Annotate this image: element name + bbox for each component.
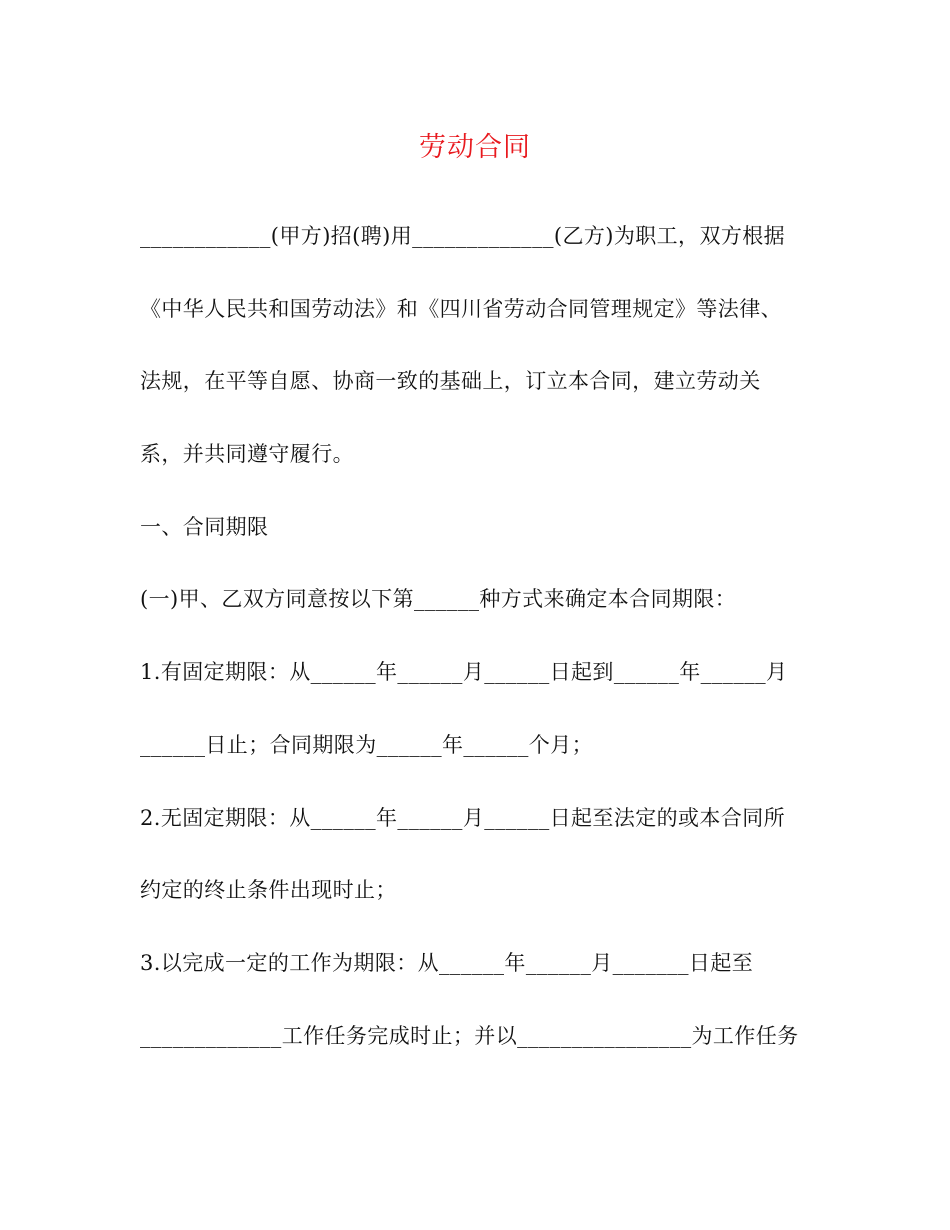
body-line-1: ____________(甲方)招(聘)用_____________(乙方)为职工，双方根据 bbox=[140, 224, 786, 248]
body-line-10: 约定的终止条件出现时止； bbox=[140, 878, 397, 903]
document-title: 劳动合同 bbox=[419, 132, 531, 163]
body-line-11: 3.以完成一定的工作为期限：从______年______月_______日起至 bbox=[140, 950, 754, 975]
body-line-3: 法规，在平等自愿、协商一致的基础上，订立本合同，建立劳动关 bbox=[140, 369, 761, 394]
body-line-7: 1.有固定期限：从______年______月______日起到______年______月 bbox=[140, 660, 788, 685]
body-line-2: 《中华人民共和国劳动法》和《四川省劳动合同管理规定》等法律、 bbox=[140, 296, 782, 321]
document-body bbox=[140, 218, 820, 1090]
body-line-8: ______日止；合同期限为______年______个月； bbox=[140, 732, 593, 757]
body-line-9: 2.无固定期限：从______年______月______日起至法定的或本合同所 bbox=[140, 805, 786, 830]
body-line-6: (一)甲、乙双方同意按以下第______种方式来确定本合同期限： bbox=[140, 587, 737, 612]
body-line-4: 系，并共同遵守履行。 bbox=[140, 442, 354, 467]
body-line-12: _____________工作任务完成时止；并以________________为工作任务 bbox=[140, 1023, 799, 1048]
section-heading-contract-term: 一、合同期限 bbox=[140, 514, 269, 539]
